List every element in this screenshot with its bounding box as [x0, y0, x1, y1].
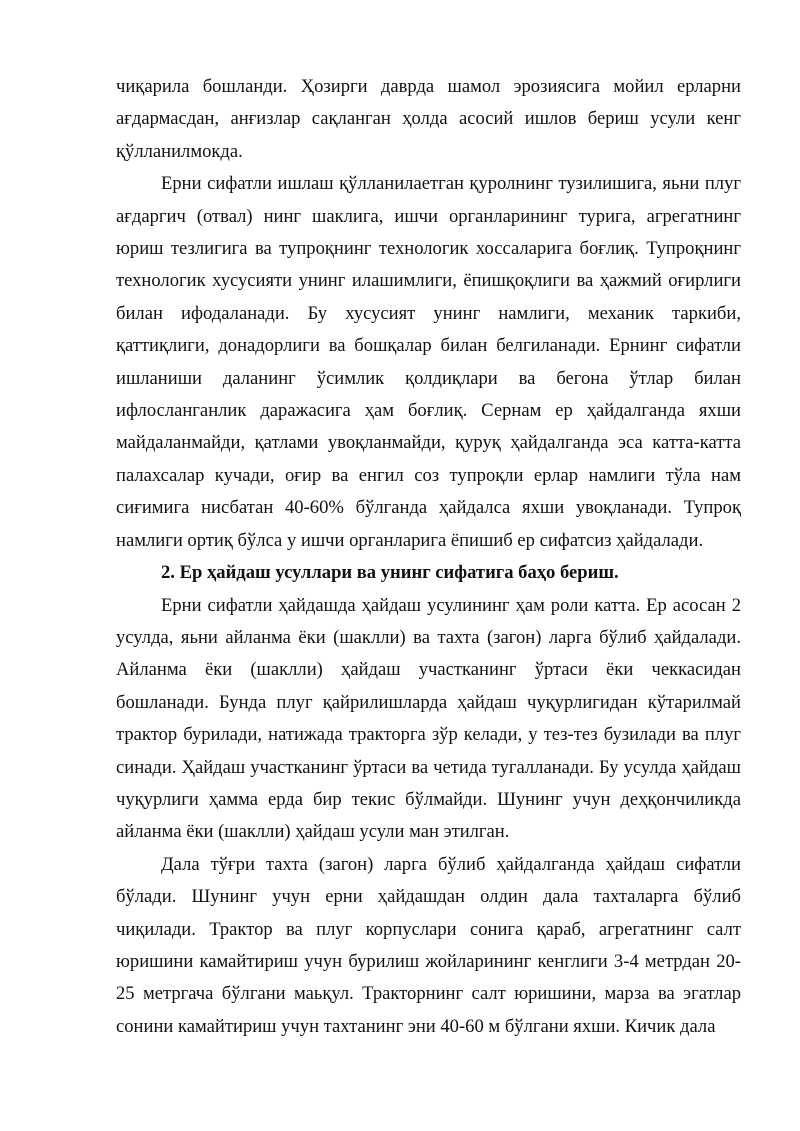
paragraph-field-division: Дала тўғри тахта (загон) ларга бўлиб ҳайдалганда ҳайдаш сифатли бўлади. Шунинг учун ерни ҳайдашдан олдин дала тахталарга бўлиб чиқилади. Трактор ва плуг корпуслари сонига қараб, агрегатнинг салт юришини камайтириш учун бурилиш жойларининг кенглиги 3-4 метрдан 20-25 метргача бўлгани маьқул. Тракторнинг салт юришини, марза ва эгатлар сонини камайтириш учун тахтанинг эни 40-60 м бўлгани яхши. Кичик дала — [116, 853, 741, 1037]
section-heading: 2. Ер ҳайдаш усуллари ва унинг сифатига баҳо бериш. — [161, 562, 619, 584]
paragraph-plowing-methods: Ерни сифатли ҳайдашда ҳайдаш усулининг ҳам роли катта. Ер асосан 2 усулда, яьни айланма ёки (шаклли) ва тахта (загон) ларга бўлиб ҳайдалади. Айланма ёки (шаклли) ҳайдаш участканинг ўртаси ёки чеккасидан бошланади. Бунда плуг қайрилишларда ҳайдаш чуқурлигидан кўтарилмай трактор бурилади, натижада тракторга зўр келади, у тез-тез бузилади ва плуг синади. Ҳайдаш участканинг ўртаси ва четида тугалланади. Бу усулда ҳайдаш чуқурлиги ҳамма ерда бир текис бўлмайди. Шунинг учун деҳқончиликда айланма ёки (шаклли) ҳайдаш усули ман этилган. — [116, 594, 741, 843]
document-body — [116, 71, 741, 1043]
paragraph-continuation: чиқарила бошланди. Ҳозирги даврда шамол эрозиясига мойил ерларни ағдармасдан, анғизлар сақланган ҳолда асосий ишлов бериш усули кенг қўлланилмокда. — [116, 76, 741, 162]
paragraph-soil-quality: Ерни сифатли ишлаш қўлланилаетган қуролнинг тузилишига, яьни плуг ағдаргич (отвал) нинг шаклига, ишчи органларининг турига, агрегатнинг юриш тезлигига ва тупроқнинг технологик хоссаларига боғлиқ. Тупроқнинг технологик хусусияти унинг илашимлиги, ёпишқоқлиги ва ҳажмий оғирлиги билан ифодаланади. Бу хусусият унинг намлиги, механик таркиби, қаттиқлиги, донадорлиги ва бошқалар билан белгиланади. Ернинг сифатли ишланиши даланинг ўсимлик қолдиқлари ва бегона ўтлар билан ифлосланганлик даражасига ҳам боғлиқ. Сернам ер ҳайдалганда яхши майдаланмайди, қатлами увоқланмайди, қуруқ ҳайдалганда эса катта-катта палахсалар кучади, оғир ва енгил соз тупроқли ерлар намлиги тўла нам сиғимига нисбатан 40-60% бўлганда ҳайдалса яхши увоқланади. Тупроқ намлиги ортиқ бўлса у ишчи органларига ёпишиб ер сифатсиз ҳайдалади. — [116, 173, 741, 551]
